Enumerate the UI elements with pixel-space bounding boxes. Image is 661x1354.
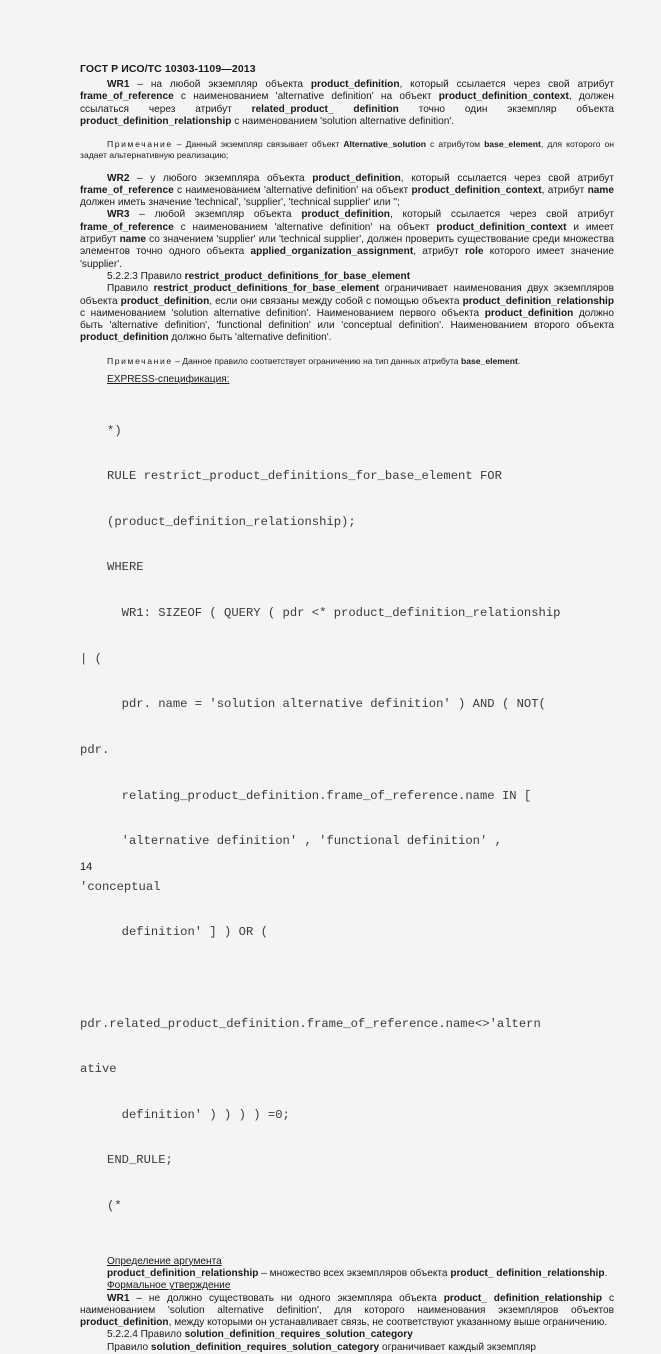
code-line: definition' ) ) ) ) =0; [107, 1107, 290, 1122]
formal-statement-heading: Формальное утверждение [107, 1280, 231, 1292]
rule-5-2-2-4-paragraph: Правило solution_definition_requires_solution_category ограничивает каждый экземпляр [107, 1341, 536, 1353]
note-2: Примечание – Данное правило соответствует ограничению на тип данных атрибута base_element. [107, 355, 521, 366]
rule-wr1-paragraph: WR1 – на любой экземпляр объекта product_definition, который ссылается через свой атрибут frame_of_reference с наименованием 'alternative definition' на объект product_definition_context, должен ссылаться через атрибут related_product_ definition точно один экземпляр объекта product_definition_relationship с наименованием 'solution alternative definition'. [80, 79, 614, 127]
code-line: | ( [80, 651, 102, 666]
code-line: (product_definition_relationship); [107, 514, 356, 529]
argument-definition-paragraph: product_definition_relationship – множество всех экземпляров объекта product_ definition_relationship. [107, 1267, 608, 1279]
rule-wr3-paragraph: WR3 – любой экземпляр объекта product_definition, который ссылается через свой атрибут frame_of_reference с наименованием 'alternative definition' на объект product_definition_context и имеет атрибут name со значением 'supplier' или 'technical supplier', должен проверить существование среди множества элементов точно одного объекта applied_organization_assignment, атрибут role которого имеет значение 'supplier'. [80, 209, 614, 270]
formal-statement-paragraph: WR1 – не должно существовать ни одного экземпляра объекта product_ definition_relationship с наименованием 'solution alternative definition', для которого наименования экземпляров объектов product_definition, между которыми он устанавливает связь, не соответствуют указанному выше ограничению. [80, 1292, 614, 1329]
code-line: pdr.related_product_definition.frame_of_reference.name<>'altern [80, 1016, 541, 1031]
code-line: WR1: SIZEOF ( QUERY ( pdr <* product_definition_relationship [107, 606, 561, 621]
rule-5-2-2-3-paragraph: Правило restrict_product_definitions_for_base_element ограничивает наименования двух экземпляров объекта product_definition, если они связаны между собой с помощью объекта product_definition_relationship с наименованием 'solution alternative definition'. Наименованием первого объекта product_definition должно быть 'alternative definition', 'functional definition' или 'conceptual definition'. Наименованием второго объекта product_definition должно быть 'alternative definition'. [80, 283, 614, 344]
code-line: pdr. [80, 742, 110, 757]
code-line: pdr. name = 'solution alternative definition' ) AND ( NOT( [107, 697, 546, 712]
code-line: *) [107, 423, 122, 438]
note-1: Примечание – Данный экземпляр связывает объект Alternative_solution с атрибутом base_element, для которого он задает альтернативную реализацию; [80, 139, 615, 161]
section-5-2-2-3-title: 5.2.2.3 Правило restrict_product_definitions_for_base_element [107, 270, 411, 282]
rule-wr2-paragraph: WR2 – у любого экземпляра объекта product_definition, который ссылается через свой атрибут frame_of_reference с наименованием 'alternative definition' на объект product_definition_context, атрибут name должен иметь значение 'technical', 'supplier', 'technical supplier' или ''; [80, 172, 614, 209]
page-content [80, 79, 614, 1354]
code-line: relating_product_definition.frame_of_reference.name IN [ [107, 788, 532, 803]
section-5-2-2-4-title: 5.2.2.4 Правило solution_definition_requires_solution_category [107, 1329, 413, 1341]
code-line: ative [80, 1062, 117, 1077]
code-line: definition' ] ) OR ( [107, 925, 268, 940]
code-line [107, 971, 614, 986]
code-line: 'alternative definition' , 'functional definition' , [107, 834, 502, 849]
document-header: ГОСТ Р ИСО/ТС 10303-1109—2013 [80, 63, 256, 75]
code-line: WHERE [107, 560, 144, 575]
argument-definition-heading: Определение аргумента [107, 1255, 222, 1267]
code-line: RULE restrict_product_definitions_for_base_element FOR [107, 469, 502, 484]
page-number: 14 [80, 861, 93, 873]
code-line: 'conceptual [80, 879, 161, 894]
code-line: (* [107, 1199, 122, 1214]
code-line: END_RULE; [107, 1153, 173, 1168]
express-heading: EXPRESS-спецификация: [107, 373, 230, 385]
